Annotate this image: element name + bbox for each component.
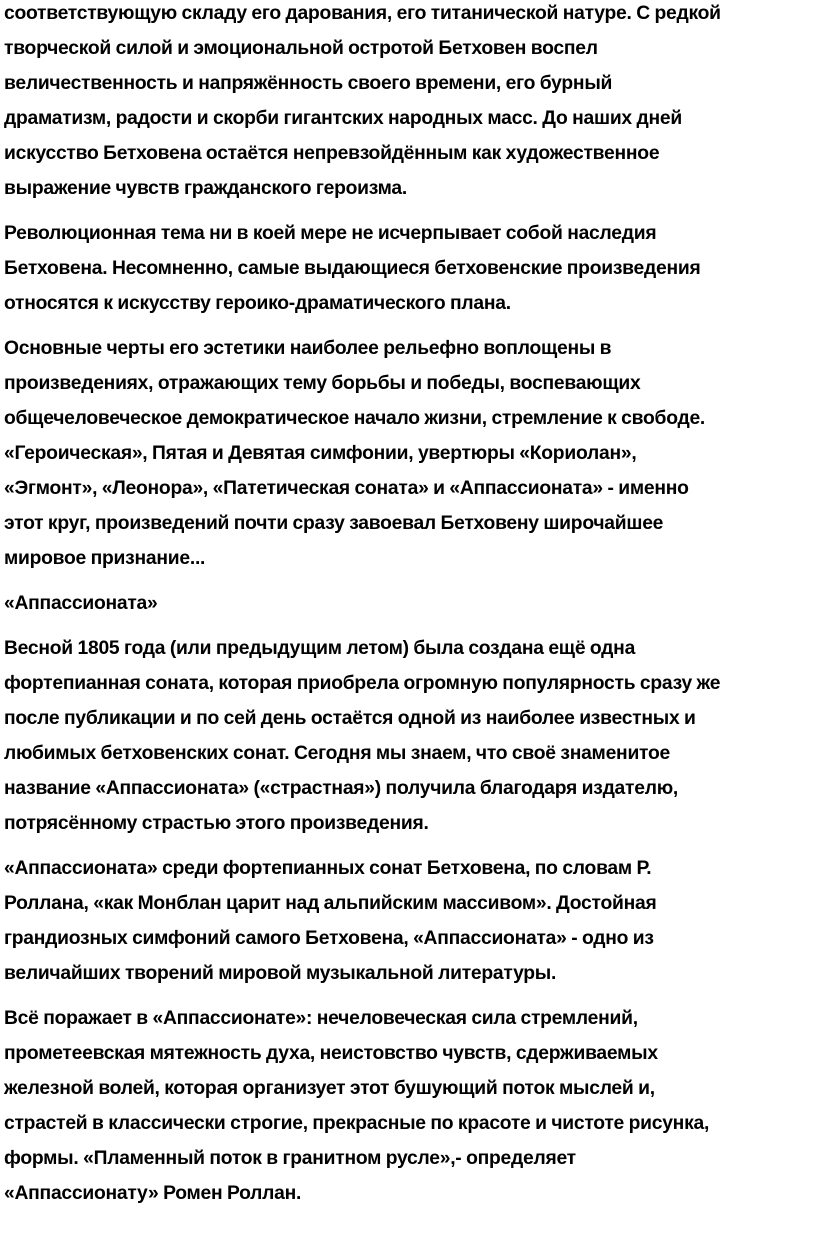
text-line: фортепианная соната, которая приобрела огромную популярность сразу же	[4, 673, 721, 694]
text-line: «Аппассионата» среди фортепианных сонат Бетховена, по словам Р.	[4, 858, 652, 879]
paragraph-gap	[4, 576, 816, 586]
text-line: Революционная тема ни в коей мере не исчерпывает собой наследия	[4, 223, 657, 244]
text-line: искусство Бетховена остаётся непревзойдённым как художественное	[4, 143, 660, 164]
text-line: относятся к искусству героико-драматического плана.	[4, 293, 511, 314]
text-line: величайших творений мировой музыкальной литературы.	[4, 963, 557, 984]
text-line: Бетховена. Несомненно, самые выдающиеся бетховенские произведения	[4, 258, 701, 279]
text-line: любимых бетховенских сонат. Сегодня мы знаем, что своё знаменитое	[4, 743, 670, 764]
text-line: железной волей, которая организует этот бушующий поток мыслей и,	[4, 1078, 655, 1099]
text-line: творческой силой и эмоциональной остротой Бетховен воспел	[4, 38, 598, 59]
text-line: этот круг, произведений почти сразу завоевал Бетховену широчайшее	[4, 513, 664, 534]
text-line: «Героическая», Пятая и Девятая симфонии, увертюры «Кориолан»,	[4, 443, 637, 464]
text-line: величественность и напряжённость своего времени, его бурный	[4, 73, 613, 94]
section-heading: «Аппассионата»	[4, 593, 158, 614]
text-line: «Аппассионату» Ромен Роллан.	[4, 1183, 302, 1204]
text-line: грандиозных симфоний самого Бетховена, «Аппассионата» - одно из	[4, 928, 654, 949]
paragraph-gap	[4, 321, 816, 331]
text-line: выражение чувств гражданского героизма.	[4, 178, 407, 199]
text-line: мировое признание...	[4, 548, 206, 569]
text-line: после публикации и по сей день остаётся одной из наиболее известных и	[4, 708, 696, 729]
text-line: страстей в классически строгие, прекрасные по красоте и чистоте рисунка,	[4, 1113, 710, 1134]
text-line: произведениях, отражающих тему борьбы и победы, воспевающих	[4, 373, 641, 394]
paragraph-gap	[4, 621, 816, 631]
text-line: общечеловеческое демократическое начало жизни, стремление к свободе.	[4, 408, 706, 429]
text-line: название «Аппассионата» («страстная») получила благодаря издателю,	[4, 778, 679, 799]
paragraph-spring-1805	[4, 631, 816, 841]
text-line: формы. «Пламенный поток в гранитном русле»,- определяет	[4, 1148, 576, 1169]
text-line: соответствующую складу его дарования, его титанической натуре. С редкой	[4, 3, 721, 24]
text-line: Весной 1805 года (или предыдущим летом) была создана ещё одна	[4, 638, 636, 659]
paragraph-civic-heroism	[4, 0, 816, 206]
text-line: потрясённому страстью этого произведения.	[4, 813, 429, 834]
text-line: прометеевская мятежность духа, неистовство чувств, сдерживаемых	[4, 1043, 658, 1064]
text-line: «Эгмонт», «Леонора», «Патетическая соната» и «Аппассионата» - именно	[4, 478, 689, 499]
paragraph-revolutionary-theme	[4, 216, 816, 321]
text-line: Основные черты его эстетики наиболее рельефно воплощены в	[4, 338, 612, 359]
paragraph-gap	[4, 206, 816, 216]
text-line: драматизм, радости и скорби гигантских народных масс. До наших дней	[4, 108, 682, 129]
paragraph-gap	[4, 991, 816, 1001]
section-heading-appassionata	[4, 586, 816, 621]
paragraph-everything-amazes	[4, 1001, 816, 1211]
text-line: Роллана, «как Монблан царит над альпийским массивом». Достойная	[4, 893, 657, 914]
paragraph-rolland-montblanc	[4, 851, 816, 991]
paragraph-gap	[4, 841, 816, 851]
paragraph-aesthetics	[4, 331, 816, 576]
text-line: Всё поражает в «Аппассионате»: нечеловеческая сила стремлений,	[4, 1008, 638, 1029]
